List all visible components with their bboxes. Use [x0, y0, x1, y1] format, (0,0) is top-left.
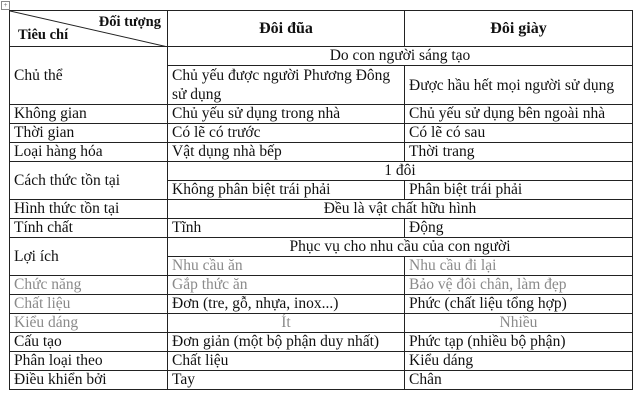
- cell-shoes: Bảo vệ đôi chân, làm đẹp: [405, 276, 633, 295]
- row-label: Hình thức tồn tại: [10, 200, 168, 219]
- table-row: [10, 143, 633, 162]
- table-row: [10, 295, 633, 314]
- table-row: [10, 276, 633, 295]
- cell-shoes: Nhu cầu đi lại: [405, 257, 633, 276]
- cell-chopsticks: Chất liệu: [168, 352, 405, 371]
- cell-shoes: Chân: [405, 371, 633, 390]
- row-label: Tính chất: [10, 219, 168, 238]
- table-row: [10, 219, 633, 238]
- cell-shoes: Thời trang: [405, 143, 633, 162]
- cell-chopsticks: Đơn (tre, gỗ, nhựa, inox...): [168, 295, 405, 314]
- row-label: Chủ thể: [10, 47, 168, 105]
- table-row: [10, 333, 633, 352]
- table-row: [10, 47, 633, 66]
- table-row: [10, 238, 633, 257]
- header-row: [10, 11, 633, 47]
- table-row: [10, 314, 633, 333]
- table-move-handle[interactable]: +: [1, 1, 10, 10]
- row-label: Chất liệu: [10, 295, 168, 314]
- shared-cell: Đều là vật chất hữu hình: [168, 200, 633, 219]
- cell-chopsticks: Chủ yếu sử dụng trong nhà: [168, 105, 405, 124]
- table-row: [10, 352, 633, 371]
- comparison-table: [9, 10, 633, 390]
- row-label: Cấu tạo: [10, 333, 168, 352]
- row-label: Thời gian: [10, 124, 168, 143]
- cell-shoes: Được hầu hết mọi người sử dụng: [405, 66, 633, 105]
- cell-shoes: Chủ yếu sử dụng bên ngoài nhà: [405, 105, 633, 124]
- table-row: [10, 371, 633, 390]
- cell-chopsticks: Gắp thức ăn: [168, 276, 405, 295]
- table-row: [10, 105, 633, 124]
- cell-chopsticks: Có lẽ có trước: [168, 124, 405, 143]
- column-header-shoes: Đôi giày: [405, 11, 633, 47]
- cell-shoes: Có lẽ có sau: [405, 124, 633, 143]
- row-label: Chức năng: [10, 276, 168, 295]
- cell-chopsticks: Không phân biệt trái phải: [168, 181, 405, 200]
- shared-cell: Phục vụ cho nhu cầu của con người: [168, 238, 633, 257]
- row-label: Phân loại theo: [10, 352, 168, 371]
- row-label: Loại hàng hóa: [10, 143, 168, 162]
- table-row: [10, 162, 633, 181]
- criteria-label: Tiêu chí: [18, 27, 69, 43]
- row-label: Kiểu dáng: [10, 314, 168, 333]
- column-header-chopsticks: Đôi đũa: [168, 11, 405, 47]
- row-label: Cách thức tồn tại: [10, 162, 168, 200]
- cell-chopsticks: Nhu cầu ăn: [168, 257, 405, 276]
- cell-chopsticks: Tay: [168, 371, 405, 390]
- table-row: [10, 200, 633, 219]
- cell-shoes: Phân biệt trái phải: [405, 181, 633, 200]
- cell-chopsticks: Ít: [168, 314, 405, 333]
- shared-cell: Do con người sáng tạo: [168, 47, 633, 66]
- cell-chopsticks: Tĩnh: [168, 219, 405, 238]
- cell-chopsticks: Đơn giản (một bộ phận duy nhất): [168, 333, 405, 352]
- cell-shoes: Kiểu dáng: [405, 352, 633, 371]
- cell-chopsticks: Chủ yếu được người Phương Đông sử dụng: [168, 66, 405, 105]
- row-label: Điều khiển bởi: [10, 371, 168, 390]
- cell-shoes: Nhiều: [405, 314, 633, 333]
- diagonal-header-cell: [10, 11, 168, 47]
- shared-cell: 1 đôi: [168, 162, 633, 181]
- table-row: [10, 124, 633, 143]
- cell-shoes: Động: [405, 219, 633, 238]
- row-label: Lợi ích: [10, 238, 168, 276]
- object-label: Đối tượng: [98, 14, 161, 30]
- cell-shoes: Phức (chất liệu tổng hợp): [405, 295, 633, 314]
- row-label: Không gian: [10, 105, 168, 124]
- cell-chopsticks: Vật dụng nhà bếp: [168, 143, 405, 162]
- cell-shoes: Phức tạp (nhiều bộ phận): [405, 333, 633, 352]
